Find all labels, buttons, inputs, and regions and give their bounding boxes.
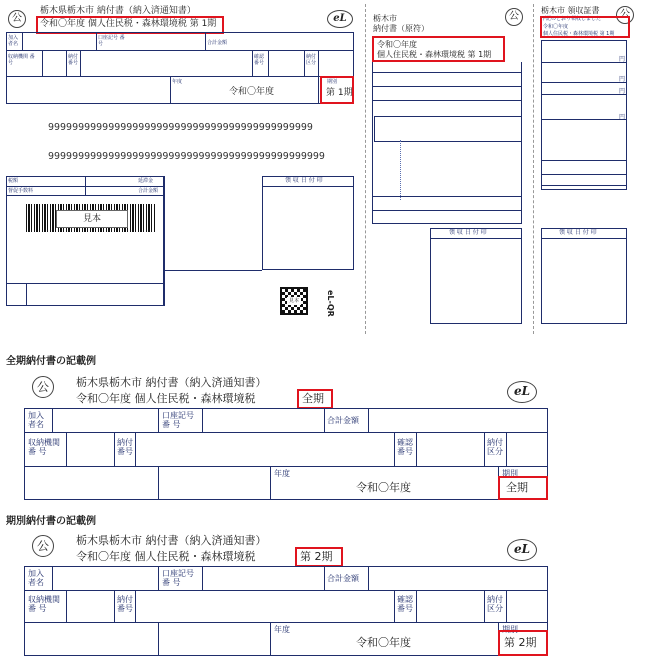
stub-city: 栃木市 [373, 14, 397, 23]
ex2-period-mark: 第 2期 [300, 550, 333, 563]
yen-label-3: 円 [619, 88, 626, 95]
kibetsu-value: 第 1期 [326, 88, 353, 98]
stamp-label: 領 収 日 付 印 [285, 177, 323, 184]
ex1-title: 栃木県栃木市 納付書（納入済通知書） [76, 376, 267, 389]
ex1-period-line: 令和〇年度 個人住民税・森林環境税 [76, 392, 256, 405]
label-tesuryo: 督促手数料 [8, 188, 34, 194]
receipt-stamp-label: 領 収 日 付 印 [559, 229, 597, 236]
ex2-label-koza: 口座記号 番 号 [162, 569, 194, 587]
stub-period-tax: 個人住民税・森林環境税 第 1期 [377, 50, 492, 59]
receipt-note: 下記のとおり領収しました [541, 16, 602, 22]
ex1-period-highlight [297, 389, 333, 409]
yen-label-1: 円 [619, 56, 626, 63]
ex1-label-gokei: 合計金額 [327, 416, 359, 425]
receipt-city: 栃木市 領収証書 [541, 6, 600, 15]
receipt-period-tax: 個人住民税・森林環境税 第 1期 [543, 31, 615, 37]
yen-label-2: 円 [619, 76, 626, 83]
stamp-box [262, 176, 354, 270]
label-fee-gokei: 合計金額 [138, 188, 159, 194]
label-entai: 延滞金 [138, 178, 154, 184]
label-zeigaku: 税額 [8, 178, 19, 184]
ex2-nendo-value: 令和〇年度 [356, 636, 411, 649]
example-term-heading: 期別納付書の記載例 [6, 516, 96, 527]
ex2-ko-mark-icon: 公 [32, 535, 54, 557]
ex1-grid [24, 408, 548, 500]
stub-period-highlight [372, 36, 505, 62]
barcode-sample-label: 見本 [56, 210, 128, 228]
ex2-title: 栃木県栃木市 納付書（納入済通知書） [76, 534, 267, 547]
nendo-value: 令和〇年度 [229, 87, 275, 97]
stub-period-year: 令和〇年度 [377, 40, 417, 49]
ex1-label-nofu-kubun: 納付 区分 [487, 438, 503, 456]
el-logo-icon: eL [327, 10, 353, 28]
ex2-el-logo-icon: eL [507, 539, 537, 561]
slip-grid [6, 32, 354, 104]
ex2-label-kakunin: 確認 番号 [397, 595, 413, 613]
ex1-label-koza: 口座記号 番 号 [162, 411, 194, 429]
kibetsu-highlight [320, 76, 354, 104]
ex1-ko-mark-icon: 公 [32, 376, 54, 398]
ex1-kibetsu-value: 全期 [506, 481, 528, 494]
ex1-label-kanyusha: 加入 者名 [28, 411, 44, 429]
receipt-stamp-box [541, 228, 627, 324]
ex1-label-nofu: 納付 番号 [117, 438, 133, 456]
stub-stamp-label: 領 収 日 付 印 [449, 229, 487, 236]
qr-sample-label: 見本 [288, 298, 299, 304]
example-full-heading: 全期納付書の記載例 [6, 356, 96, 367]
ex2-label-kibetsu: 期別 [502, 625, 518, 634]
ko-mark-icon: 公 [8, 10, 26, 28]
receipt-period-highlight [540, 16, 630, 38]
ex2-label-nendo: 年度 [274, 625, 290, 634]
ex1-label-nendo: 年度 [274, 469, 290, 478]
label-shuno: 収納機関 番 号 [8, 54, 35, 66]
label-nendo: 年度 [172, 79, 183, 85]
yen-label-4: 円 [619, 114, 626, 121]
ex1-label-shuno: 収納機関 番 号 [28, 438, 60, 456]
stub-title: 納付書（原符） [373, 24, 429, 33]
ex1-nendo-value: 令和〇年度 [356, 481, 411, 494]
slip-title: 栃木県栃木市 納付書（納入済通知書） [40, 6, 196, 16]
ex1-kibetsu-highlight [498, 476, 548, 500]
stub-ko-mark-icon: 公 [505, 8, 523, 26]
ex2-label-kanyusha: 加入 者名 [28, 569, 44, 587]
ex1-period-mark: 全期 [302, 392, 324, 405]
label-gokei: 合計金額 [207, 40, 228, 46]
ex2-period-highlight [295, 547, 343, 567]
qr-caption: eL-QR [326, 290, 335, 317]
ex2-grid [24, 566, 548, 656]
label-koza: 口座記号 番 号 [98, 35, 125, 47]
receipt-ko-mark-icon: 公 [616, 6, 634, 24]
ex2-label-shuno: 収納機関 番 号 [28, 595, 60, 613]
label-nofu: 納付 番号 [68, 54, 79, 66]
ex2-label-nofu: 納付 番号 [117, 595, 133, 613]
slip-period-line: 令和〇年度 個人住民税・森林環境税 第 1期 [40, 19, 217, 29]
ex2-label-gokei: 合計金額 [327, 574, 359, 583]
ocr-line-1: 99999999999999999999999999999999999999999999 [48, 122, 313, 133]
ex2-period-line: 令和〇年度 個人住民税・森林環境税 [76, 550, 256, 563]
ex2-kibetsu-value: 第 2期 [504, 636, 537, 649]
label-kanyusha: 加入 者名 [8, 35, 19, 47]
stub-stamp-box [430, 228, 522, 324]
label-kibetsu: 期別 [327, 79, 338, 85]
ex2-label-nofu-kubun: 納付 区分 [487, 595, 503, 613]
label-kakunin: 確認 番号 [254, 54, 265, 66]
ex1-el-logo-icon: eL [507, 381, 537, 403]
ex2-kibetsu-highlight [498, 630, 548, 656]
label-nofu-kubun: 納付 区分 [306, 54, 317, 66]
ex1-label-kakunin: 確認 番号 [397, 438, 413, 456]
ocr-line-2: 9999999999999999999999999999999999999999999999 [48, 151, 325, 162]
ex1-label-kibetsu: 期別 [502, 469, 518, 478]
receipt-period-year: 令和〇年度 [543, 24, 569, 30]
